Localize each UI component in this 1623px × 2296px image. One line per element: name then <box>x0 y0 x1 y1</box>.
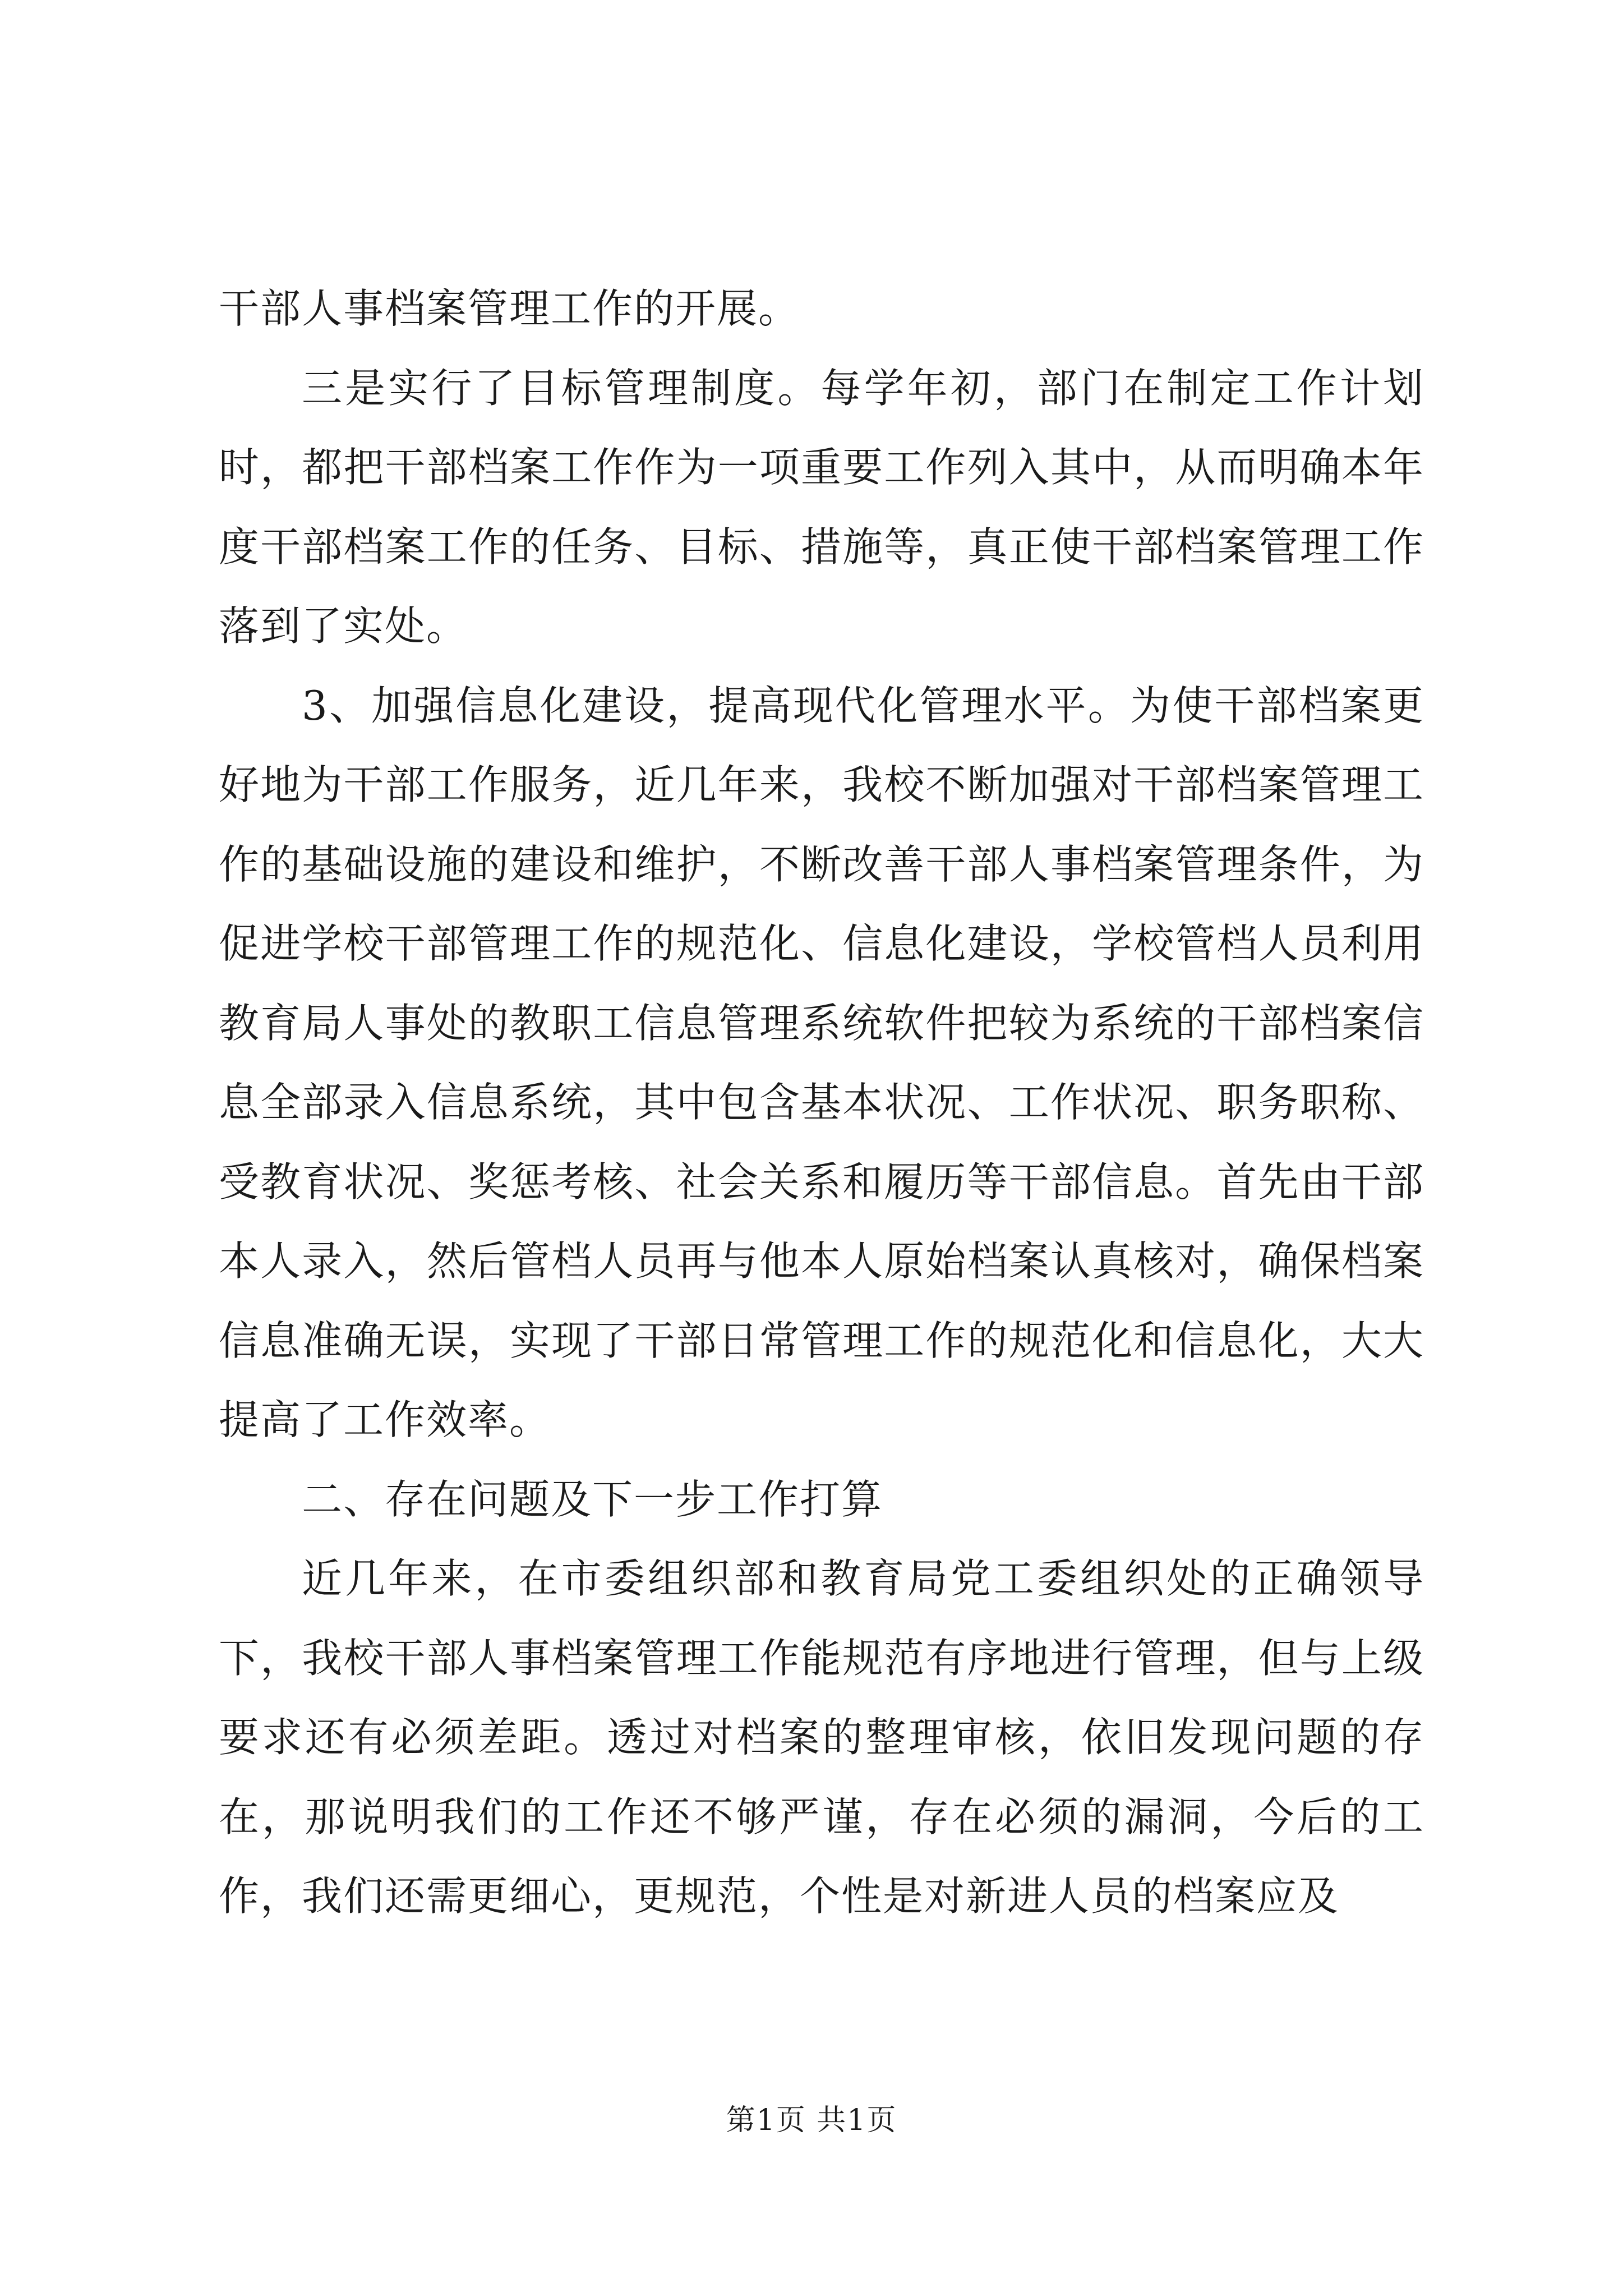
paragraph-continuation: 干部人事档案管理工作的开展。 <box>219 285 800 332</box>
section-heading-problems: 二、存在问题及下一步工作打算 <box>302 1475 883 1523</box>
paragraph-informatization: 3、加强信息化建设，提高现代化管理水平。为使干部档案更好地为干部工作服务，近几年来，我校不断加强对干部档案管理工作的基础设施的建设和维护，不断改善干部人事档案管理条件，为促进学校干部管理工作的规范化、信息化建设，学校管档人员利用教育局人事处的教职工信息管理系统软件把较为系统的干部档案信息全部录入信息系统，其中包含基本状况、工作状况、职务职称、受教育状况、奖惩考核、社会关系和履历等干部信息。首先由干部本人录入，然后管档人员再与他本人原始档案认真核对，确保档案信息准确无误，实现了干部日常管理工作的规范化和信息化，大大提高了工作效率。 <box>219 682 1424 1443</box>
page-footer: 第1页 共1页 <box>726 2104 897 2137</box>
paragraph-target-management: 三是实行了目标管理制度。每学年初，部门在制定工作计划时，都把干部档案工作作为一项重要工作列入其中，从而明确本年度干部档案工作的任务、目标、措施等，真正使干部档案管理工作落到了实处。 <box>219 364 1424 650</box>
document-body <box>219 269 1424 1936</box>
paragraph-problems: 近几年来，在市委组织部和教育局党工委组织处的正确领导下，我校干部人事档案管理工作能规范有序地进行管理，但与上级要求还有必须差距。透过对档案的整理审核，依旧发现问题的存在，那说明我们的工作还不够严谨，存在必须的漏洞，今后的工作，我们还需更细心，更规范，个性是对新进人员的档案应及 <box>219 1555 1424 1920</box>
